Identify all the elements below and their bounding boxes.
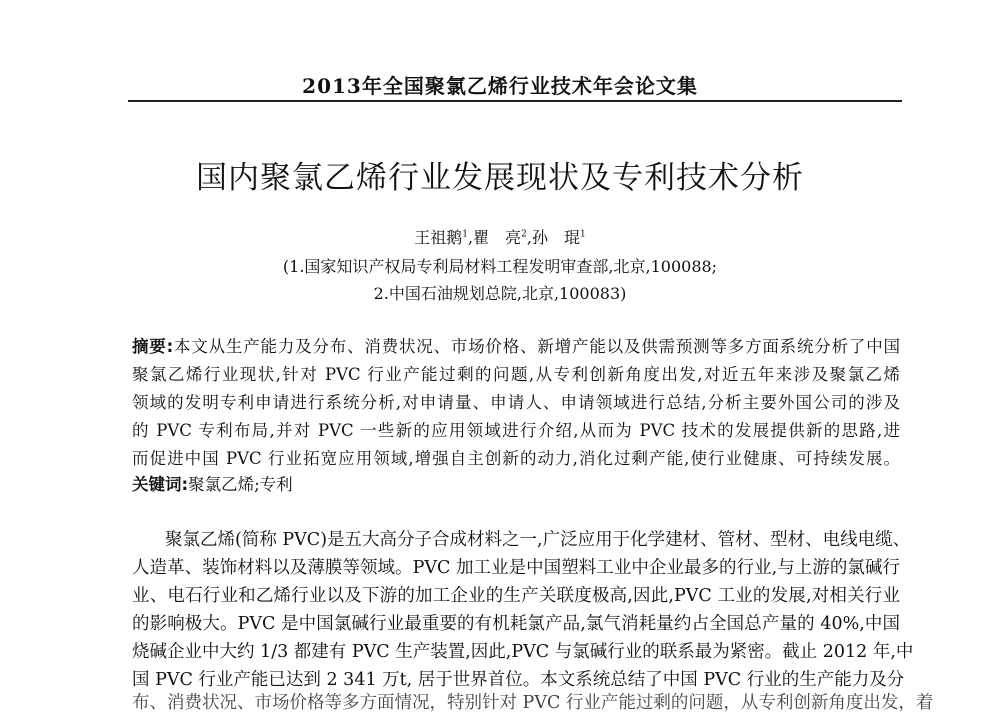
affiliation-line: (1.国家知识产权局专利局材料工程发明审查部,北京,100088; — [282, 257, 718, 276]
body-line: 聚氯乙烯(简称 PVC)是五大高分子合成材料之一,广泛应用于化学建材、管材、型材、电线电缆、 — [165, 530, 911, 550]
abstract-line: 领域的发明专利申请进行系统分析,对申请量、申请人、申请领域进行总结,分析主要外国公司的涉及 — [132, 393, 900, 412]
keywords-line — [132, 474, 900, 496]
author-list: 王祖鹅$^1$,瞿 亮$^2$,孙 琨$^1$ — [414, 228, 586, 247]
author-name: 瞿 亮 — [473, 228, 522, 247]
abstract-line: 聚氯乙烯行业现状,针对 PVC 行业产能过剩的问题,从专利创新角度出发,对近五年来涉及聚氯乙烯 — [132, 365, 900, 384]
body-line: 人造革、装饰材料以及薄膜等领域。PVC 加工业是中国塑料工业中企业最多的行业,与上游的氯碱行 — [132, 558, 900, 578]
author-affiliation-mark: 1 — [462, 229, 469, 240]
author-affiliation-mark: 2 — [521, 229, 527, 240]
abstract-label: 摘要: — [132, 337, 174, 356]
abstract-line: 而促进中国 PVC 行业拓宽应用领域,增强自主创新的动力,消化过剩产能,使行业健康、可持续发展。 — [132, 449, 900, 468]
paper-title: 国内聚氯乙烯行业发展现状及专利技术分析 — [196, 160, 804, 196]
body-line: 的影响极大。PVC 是中国氯碱行业最重要的有机耗氯产品,氯气消耗量约占全国总产量的 40%,中国 — [132, 614, 900, 634]
affiliation-line: 2.中国石油规划总院,北京,100083) — [373, 284, 627, 303]
header-rule — [128, 100, 902, 102]
body-line: 烧碱企业中大约 1/3 都建有 PVC 生产装置,因此,PVC 与氯碱行业的联系最为紧密。截止 2012 年,中 — [132, 642, 914, 662]
running-header: 2013年全国聚氯乙烯行业技术年会论文集 — [302, 74, 698, 98]
body-line: 布、消费状况、市场价格等多方面情况，特别针对 PVC 行业产能过剩的问题，从专利创新角度出发，着 — [132, 693, 934, 713]
author-affiliation-mark: 1 — [579, 229, 586, 240]
keywords-label: 关键词: — [132, 475, 189, 494]
author-name: 王祖鹅 — [414, 228, 463, 247]
body-line: 业、电石行业和乙烯行业以及下游的加工企业的生产关联度极高,因此,PVC 工业的发展,对相关行业 — [132, 586, 900, 606]
author-name: 孙 琨 — [531, 228, 580, 247]
keywords-value: 聚氯乙烯;专利 — [188, 475, 293, 494]
body-line: 国 PVC 行业产能已达到 2 341 万t, 居于世界首位。本文系统总结了中国 PVC 行业的生产能力及分 — [132, 670, 905, 690]
abstract-line: 摘要:本文从生产能力及分布、消费状况、市场价格、新增产能以及供需预测等多方面系统分析了中国 — [132, 337, 901, 356]
abstract-line: 的 PVC 专利布局,并对 PVC 一些新的应用领域进行介绍,从而为 PVC 技术的发展提供新的思路,进 — [132, 421, 900, 440]
